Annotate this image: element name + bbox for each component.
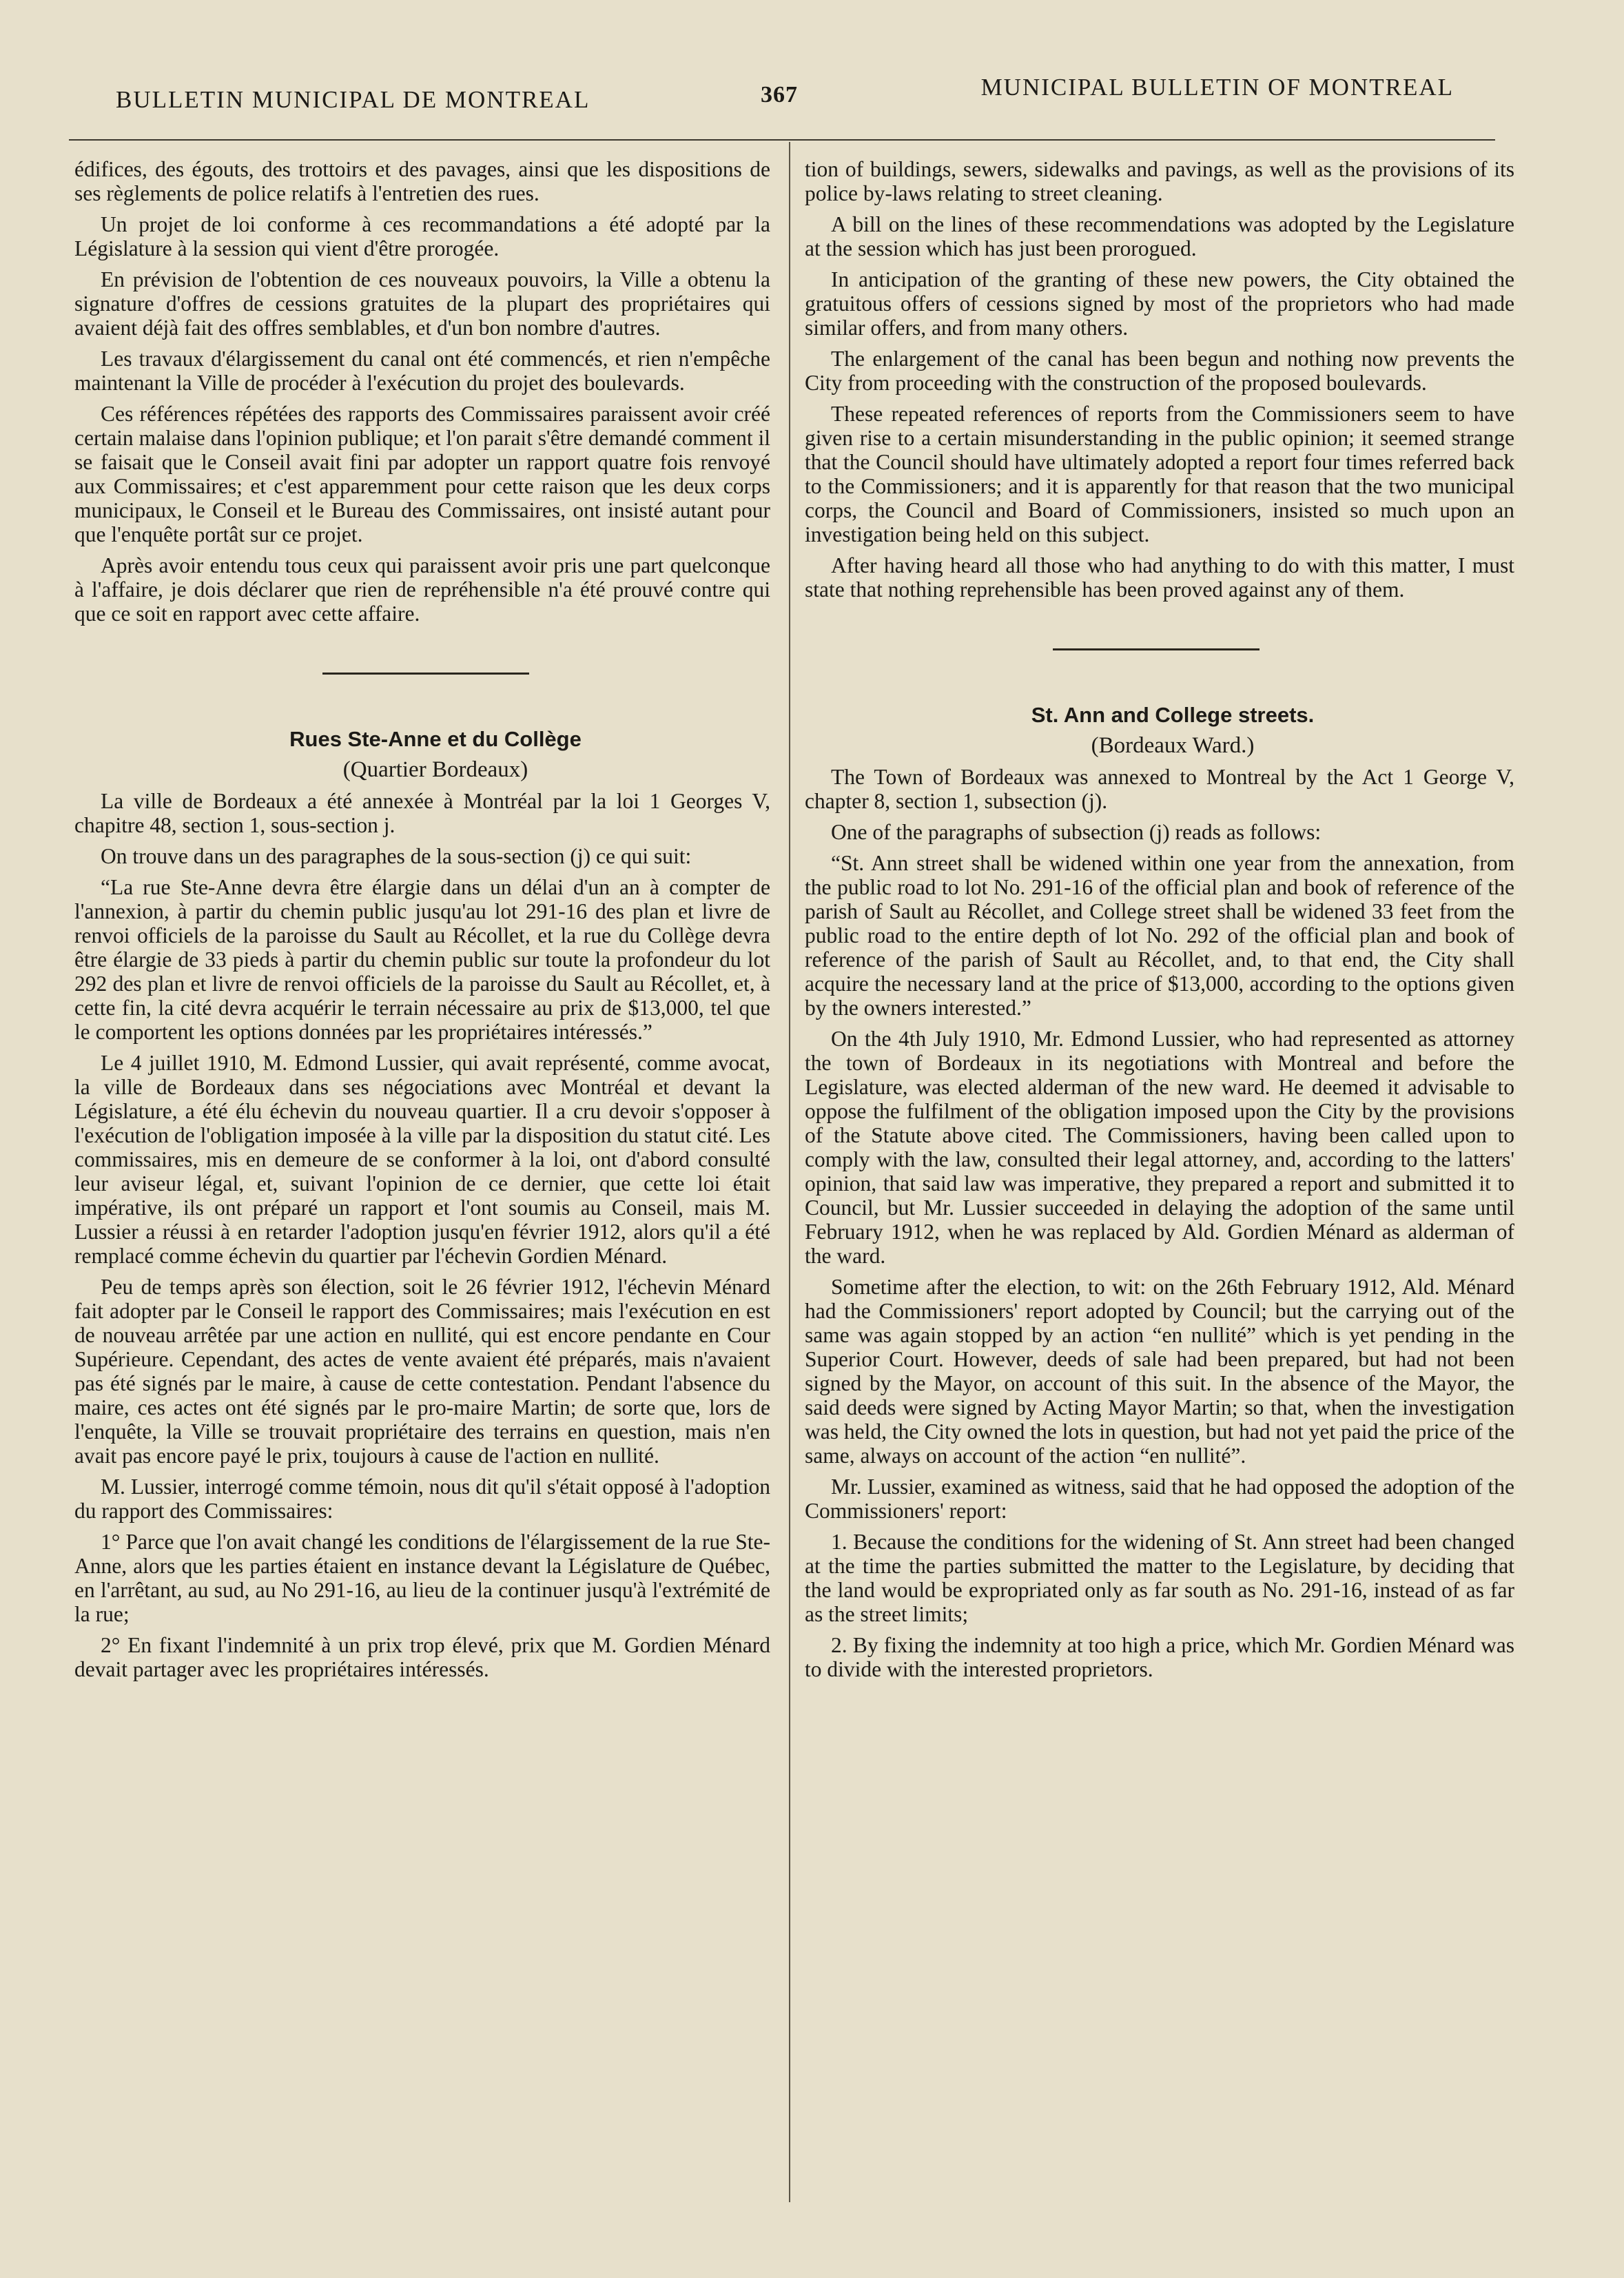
section-title: Rues Ste-Anne et du Collège	[289, 727, 582, 751]
section-subtitle: (Bordeaux Ward.)	[1091, 733, 1255, 758]
paragraph: The Town of Bordeaux was annexed to Montreal by the Act 1 George V, chapter 8, section 1, subsection (j).	[805, 765, 1514, 813]
header-rule	[69, 139, 1495, 141]
section-subtitle: (Quartier Bordeaux)	[342, 757, 528, 782]
paragraph: édifices, des égouts, des trottoirs et des pavages, ainsi que les dispositions de ses règlements de police relatifs à l'entretien des rues.	[74, 157, 770, 205]
quoted-paragraph: “St. Ann street shall be widened within one year from the annexation, from the public road to lot No. 291-16 of the official plan and book of reference of the parish of Sault au Récollet, and College street shall be widened 33 feet from the public road to the entire depth of lot No. 292 of the official plan and book of reference of the parish of Sault au Récollet, and, to that end, the City shall acquire the necessary land at the price of $13,000, according to the options given by the owners interested.”	[805, 851, 1514, 1020]
paragraph: Peu de temps après son élection, soit le 26 février 1912, l'échevin Ménard fait adopter par le Conseil le rapport des Commissaires; mais l'exécution en est de nouveau arrêtée par une action en nullité, qui est encore pendante en Cour Supérieure. Cependant, des actes de vente avaient été préparés, mais n'avaient pas été signés par le maire, à cause de cette contestation. Pendant l'absence du maire, ces actes ont été signés par le pro-maire Martin; de sorte que, lors de l'enquête, la Ville se trouvait propriétaire des terrains en question, mais n'en avait pas encore payé le prix, toujours à cause de l'action en nullité.	[74, 1275, 770, 1468]
paragraph: One of the paragraphs of subsection (j) reads as follows:	[831, 820, 1322, 844]
running-header	[110, 65, 1454, 121]
list-item: 2° En fixant l'indemnité à un prix trop élevé, prix que M. Gordien Ménard devait partager avec les propriétaires intéressés.	[74, 1633, 770, 1681]
column-divider	[789, 142, 790, 2202]
paragraph: M. Lussier, interrogé comme témoin, nous dit qu'il s'était opposé à l'adoption du rapport des Commissaires:	[74, 1475, 770, 1523]
list-item: 2. By fixing the indemnity at too high a price, which Mr. Gordien Ménard was to divide with the interested proprietors.	[805, 1633, 1514, 1681]
paragraph: A bill on the lines of these recommendations was adopted by the Legislature at the session which has just been prorogued.	[805, 212, 1514, 260]
list-item: 1° Parce que l'on avait changé les conditions de l'élargissement de la rue Ste-Anne, alors que les parties étaient en instance devant la Législature de Québec, en l'arrêtant, au sud, au No 291-16, au lieu de la continuer jusqu'à l'extrémité de la rue;	[74, 1530, 770, 1626]
french-column	[74, 157, 770, 1688]
paragraph: Après avoir entendu tous ceux qui paraissent avoir pris une part quelconque à l'affaire, je dois déclarer que rien de repréhensible n'a été prouvé contre qui que ce soit en rapport avec cette affaire.	[74, 553, 770, 626]
list-item: 1. Because the conditions for the widening of St. Ann street had been changed at the time the parties submitted the matter to the Legislature, by deciding that the land would be expropriated only as far south as No. 291-16, instead of as far as the street limits;	[805, 1530, 1514, 1626]
paragraph: In anticipation of the granting of these new powers, the City obtained the gratuitous offers of cessions signed by most of the proprietors who had made similar offers, and from many others.	[805, 267, 1514, 340]
paragraph: Le 4 juillet 1910, M. Edmond Lussier, qui avait représenté, comme avocat, la ville de Bordeaux dans ses négociations avec Montréal et devant la Législature, a été élu échevin du nouveau quartier. Il a cru devoir s'opposer à l'exécution de l'obligation imposée à la ville par la disposition du statut cité. Les commissaires, mis en demeure de se conformer à la loi, ont d'abord consulté leur aviseur légal, et, suivant l'opinion de ce dernier, que cette loi était impérative, ils ont préparé un rapport et l'ont soumis au Conseil, mais M. Lussier a réussi à en retarder l'adoption jusqu'en février 1912, alors qu'il a été remplacé comme échevin du quartier par l'échevin Gordien Ménard.	[74, 1051, 770, 1268]
header-english-title: MUNICIPAL BULLETIN OF MONTREAL	[980, 74, 1454, 101]
paragraph: Un projet de loi conforme à ces recommandations a été adopté par la Législature à la session qui vient d'être prorogée.	[74, 212, 770, 260]
paragraph: Mr. Lussier, examined as witness, said that he had opposed the adoption of the Commissioners' report:	[805, 1475, 1514, 1523]
section-divider	[1053, 648, 1260, 650]
english-column	[805, 157, 1514, 1688]
paragraph: En prévision de l'obtention de ces nouveaux pouvoirs, la Ville a obtenu la signature d'offres de cessions gratuites de la plupart des propriétaires qui avaient déjà fait des offres semblables, et d'un bon nombre d'autres.	[74, 267, 770, 340]
section-title: St. Ann and College streets.	[1031, 703, 1315, 727]
paragraph: La ville de Bordeaux a été annexée à Montréal par la loi 1 Georges V, chapitre 48, section 1, sous-section j.	[74, 789, 770, 837]
paragraph: Les travaux d'élargissement du canal ont été commencés, et rien n'empêche maintenant la Ville de procéder à l'exécution du projet des boulevards.	[74, 347, 770, 395]
section-divider	[322, 673, 529, 675]
page-number: 367	[761, 82, 798, 107]
paragraph: On trouve dans un des paragraphes de la sous-section (j) ce qui suit:	[101, 844, 692, 868]
paragraph: Sometime after the election, to wit: on the 26th February 1912, Ald. Ménard had the Commissioners' report adopted by Council; but the carrying out of the same was again stopped by an action “en nullité” which is yet pending in the Superior Court. However, deeds of sale had been prepared, but had not been signed by the Mayor, on account of this suit. In the absence of the Mayor, the said deeds were signed by Acting Mayor Martin; so that, when the investigation was held, the City owned the lots in question, but had not yet paid the price of the same, always on account of the action “en nullité”.	[805, 1275, 1514, 1468]
paragraph: The enlargement of the canal has been begun and nothing now prevents the City from proceeding with the construction of the proposed boulevards.	[805, 347, 1514, 395]
paragraph: After having heard all those who had anything to do with this matter, I must state that nothing reprehensible has been proved against any of them.	[805, 553, 1514, 602]
paragraph: On the 4th July 1910, Mr. Edmond Lussier, who had represented as attorney the town of Bordeaux in its negotiations with Montreal and before the Legislature, was elected alderman of the new ward. He deemed it advisable to oppose the fulfilment of the obligation imposed upon the City by the provisions of the Statute above cited. The Commissioners, having been called upon to comply with the law, consulted their legal attorney, and, according to the latters' opinion, that said law was imperative, they prepared a report and submitted it to Council, but Mr. Lussier succeeded in delaying the adoption of the same until February 1912, when he was replaced by Ald. Gordien Ménard as alderman of the ward.	[805, 1027, 1514, 1268]
paragraph: tion of buildings, sewers, sidewalks and pavings, as well as the provisions of its police by-laws relating to street cleaning.	[805, 157, 1514, 205]
quoted-paragraph: “La rue Ste-Anne devra être élargie dans un délai d'un an à compter de l'annexion, à partir du chemin public jusqu'au lot 291-16 des plan et livre de renvoi officiels de la paroisse du Sault au Récollet, et la rue du Collège devra être élargie de 33 pieds à partir du chemin public sur toute la profondeur du lot 292 des plan et livre de renvoi officiels de la paroisse du Sault au Récollet, et, à cette fin, la cité devra acquérir le terrain nécessaire au prix de $13,000, tel que le comportent les options données par les propriétaires intéressés.”	[74, 875, 770, 1044]
paragraph: These repeated references of reports from the Commissioners seem to have given rise to a certain misunderstanding in the public opinion; it seemed strange that the Council should have ultimately adopted a report four times referred back to the Commissioners; and it is apparently for that reason that the two municipal corps, the Council and Board of Commissioners, insisted so much upon an investigation being held on this subject.	[805, 402, 1514, 546]
header-french-title: BULLETIN MUNICIPAL DE MONTREAL	[116, 86, 590, 113]
paragraph: Ces références répétées des rapports des Commissaires paraissent avoir créé certain malaise dans l'opinion publique; et l'on parait s'être demandé comment il se faisait que le Conseil avait fini par adopter un rapport quatre fois renvoyé aux Commissaires; et c'est apparemment pour cette raison que les deux corps municipaux, le Conseil et le Bureau des Commissaires, ont insisté autant pour que l'enquête portât sur ce projet.	[74, 402, 770, 546]
